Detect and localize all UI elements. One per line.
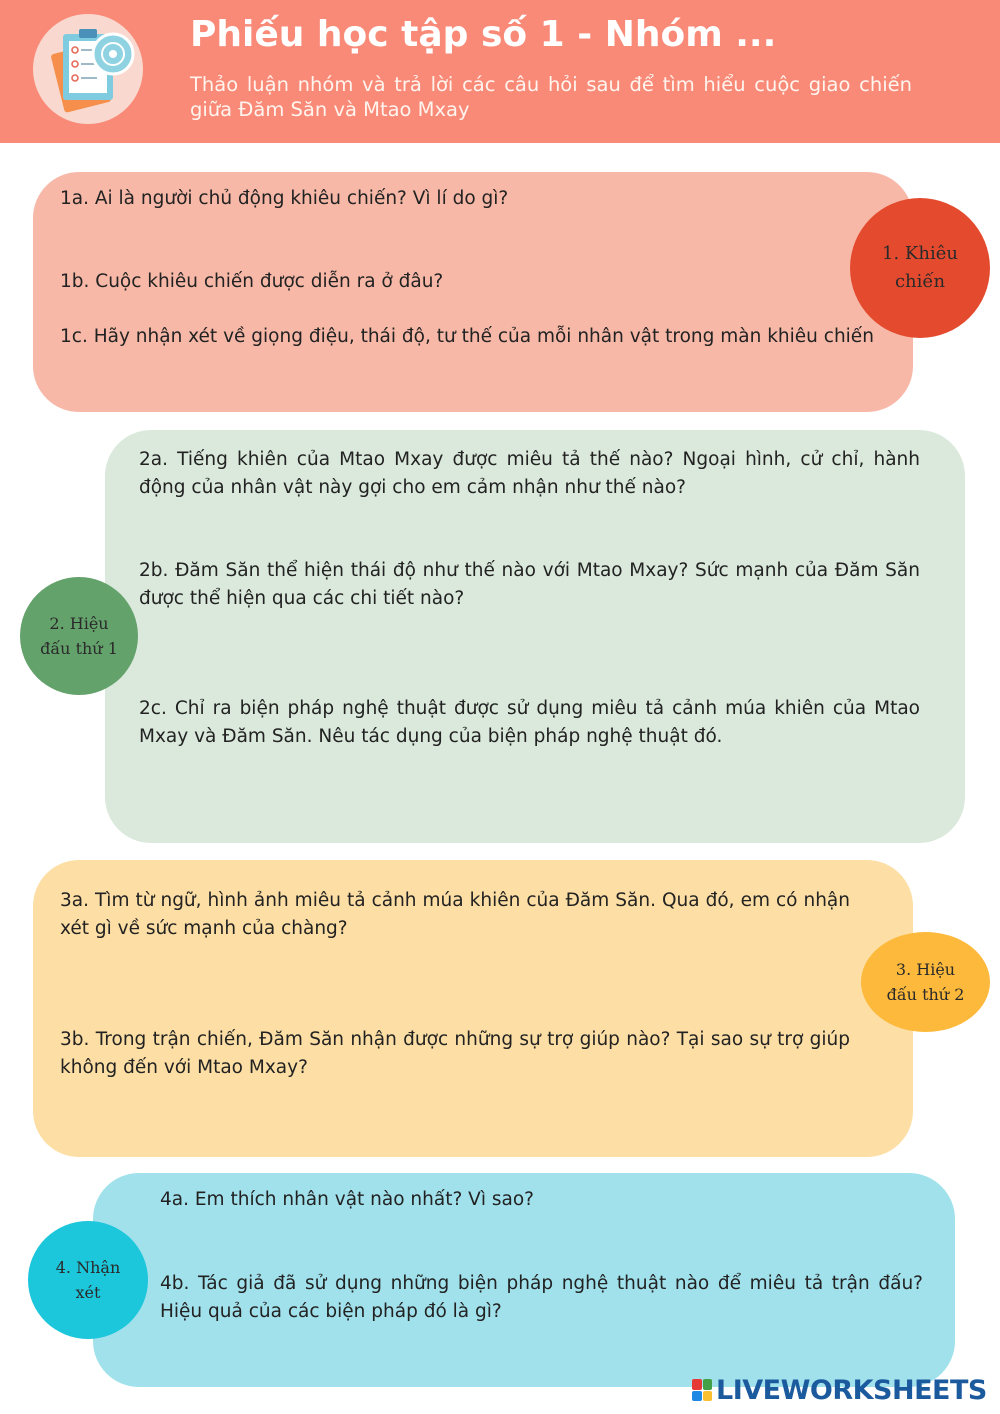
page-subtitle: Thảo luận nhóm và trả lời các câu hỏi sau để tìm hiểu cuộc giao chiến giữa Đăm Săn và Mtao Mxay [190, 73, 912, 121]
question-1a: 1a. Ai là người chủ động khiêu chiến? Vì lí do gì? [60, 188, 509, 209]
question-4a: 4a. Em thích nhân vật nào nhất? Vì sao? [160, 1189, 534, 1210]
section-2-label-line2: đấu thứ 1 [40, 639, 118, 658]
worksheet-clipboard-icon [33, 14, 143, 124]
section-3-label-circle [861, 932, 990, 1032]
question-3b: 3b. Trong trận chiến, Đăm Săn nhận được những sự trợ giúp nào? Tại sao sự trợ giúp không đến với Mtao Mxay? [60, 1029, 850, 1078]
section-4-label-line2: xét [75, 1283, 101, 1302]
header-banner [0, 0, 1000, 143]
liveworksheets-logo-text: LIVEWORKSHEETS [716, 1374, 987, 1406]
section-4-label-line1: 4. Nhận [55, 1258, 121, 1277]
question-1b: 1b. Cuộc khiêu chiến được diễn ra ở đâu? [60, 271, 444, 292]
liveworksheets-logo-icon [692, 1379, 712, 1401]
section-1-label-line2: chiến [894, 271, 946, 292]
question-4b: 4b. Tác giả đã sử dụng những biện pháp nghệ thuật nào để miêu tả trận đấu? Hiệu quả của các biện pháp đó là gì? [160, 1273, 923, 1322]
question-2c: 2c. Chỉ ra biện pháp nghệ thuật được sử dụng miêu tả cảnh múa khiên của Mtao Mxay và Đăm Săn. Nêu tác dụng của biện pháp nghệ thuật đó. [139, 698, 920, 747]
section-2-label-circle [20, 577, 138, 695]
question-2b: 2b. Đăm Săn thể hiện thái độ như thế nào với Mtao Mxay? Sức mạnh của Đăm Săn được thể hiện qua các chi tiết nào? [139, 560, 920, 609]
section-2-label-line1: 2. Hiệu [49, 614, 109, 633]
question-3a: 3a. Tìm từ ngữ, hình ảnh miêu tả cảnh múa khiên của Đăm Săn. Qua đó, em có nhận xét gì về sức mạnh của chàng? [60, 890, 850, 939]
section-1-label-line1: 1. Khiêu [882, 243, 958, 264]
section-1-label-circle [850, 198, 990, 338]
question-1c: 1c. Hãy nhận xét về giọng điệu, thái độ, tư thế của mỗi nhân vật trong màn khiêu chiến [60, 326, 874, 347]
section-3-label-line1: 3. Hiệu [895, 960, 956, 979]
page-title: Phiếu học tập số 1 - Nhóm ... [190, 14, 777, 55]
section-3-label-line2: đấu thứ 2 [886, 985, 965, 1004]
liveworksheets-logo[interactable] [692, 1375, 987, 1405]
section-4-label-circle [28, 1221, 148, 1339]
question-2a: 2a. Tiếng khiên của Mtao Mxay được miêu tả thế nào? Ngoại hình, cử chỉ, hành động của nhân vật này gợi cho em cảm nhận như thế nào? [139, 449, 920, 498]
